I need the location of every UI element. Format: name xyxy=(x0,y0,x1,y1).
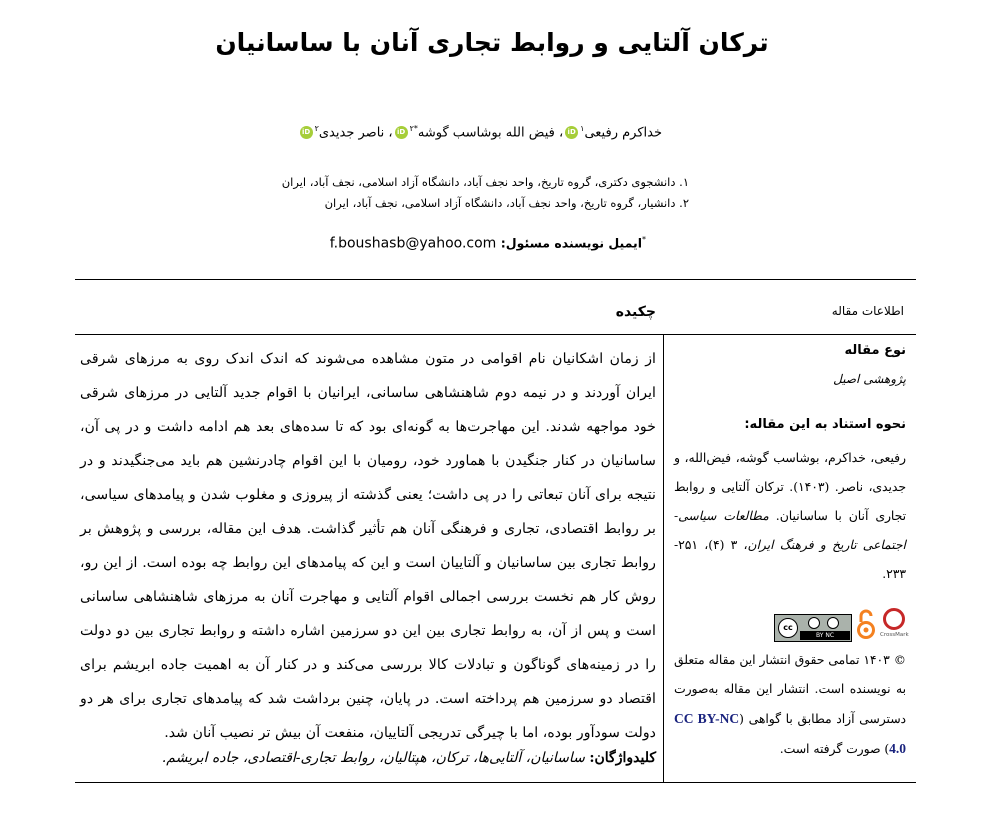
author-name: ناصر جدیدی xyxy=(318,125,385,141)
article-title: ترکان آلتایی و روابط تجاری آنان با ساسانیان xyxy=(215,28,769,57)
orcid-icon[interactable]: iD xyxy=(565,126,578,139)
affiliations xyxy=(282,172,689,214)
crossmark-label: CrossMark xyxy=(880,632,909,638)
author-affil-mark: ۲ xyxy=(314,124,319,133)
license-text-part1: © ۱۴۰۳ تمامی حقوق انتشار این مقاله متعلق به نویسنده است. انتشار این مقاله به‌صورت دسترسی آزاد مطابق با گواهی ( xyxy=(674,653,907,726)
author-name: فیض الله بوشاسب گوشه xyxy=(417,125,555,141)
email-star: * xyxy=(642,235,646,244)
abstract-label: چکیده xyxy=(615,304,656,320)
article-type-value: پژوهشی اصیل xyxy=(833,372,906,386)
license-text xyxy=(674,646,906,764)
author-list xyxy=(298,124,662,140)
article-info-label: اطلاعات مقاله xyxy=(831,304,904,318)
citation-label: نحوه استناد به این مقاله: xyxy=(744,417,906,432)
author-separator: ، xyxy=(554,125,564,141)
citation-part1: رفیعی، خداکرم، بوشاسب گوشه، فیض‌الله، و جدیدی، ناصر. (۱۴۰۳). ترکان آلتایی و روابط تجاری آنان با ساسانیان. xyxy=(674,451,906,523)
orcid-icon[interactable]: iD xyxy=(395,126,408,139)
header-rule xyxy=(75,334,916,335)
cc-icon: cc xyxy=(778,618,798,638)
article-type-label: نوع مقاله xyxy=(844,343,906,358)
author-separator: ، xyxy=(384,125,393,141)
citation-text xyxy=(674,444,906,589)
by-person-icon xyxy=(808,617,820,629)
bottom-rule xyxy=(75,782,916,783)
column-divider xyxy=(663,335,664,782)
orcid-icon[interactable]: iD xyxy=(300,126,313,139)
keywords-label: کلیدواژگان: xyxy=(589,750,656,766)
keywords-text: ساسانیان، آلتایی‌ها، ترکان، هپتالیان، روابط تجاری-اقتصادی، جاده ابریشم. xyxy=(161,750,585,766)
crossmark-icon[interactable] xyxy=(880,608,908,642)
nc-dollar-icon xyxy=(827,617,839,629)
citation-journal: مطالعات سیاسی-اجتماعی تاریخ و فرهنگ ایران xyxy=(674,509,906,552)
top-rule xyxy=(75,279,916,280)
crossmark-circle-icon xyxy=(883,608,905,630)
email-label: ایمیل نویسنده مسئول: xyxy=(500,235,642,251)
author-name: خداکرم رفیعی xyxy=(584,125,662,141)
author-affil-mark: ۱ xyxy=(580,124,585,133)
cc-by-nc-badge-icon[interactable] xyxy=(774,614,852,642)
author-affil-mark: *۲ xyxy=(409,124,418,133)
open-access-icon[interactable] xyxy=(856,608,876,640)
email-address[interactable]: f.boushasb@yahoo.com xyxy=(329,235,497,252)
keywords xyxy=(162,750,656,766)
license-link[interactable]: CC BY-NC 4.0 xyxy=(674,711,906,756)
corresponding-email xyxy=(330,235,646,252)
affiliation-line: ۱. دانشجوی دکتری، گروه تاریخ، واحد نجف آباد، دانشگاه آزاد اسلامی، نجف آباد، ایران xyxy=(281,175,689,189)
license-text-part2: ) صورت گرفته است. xyxy=(779,742,890,756)
license-badges xyxy=(774,608,908,644)
citation-part2: ، ۳ (۴)، ۲۵۱- ۲۳۳. xyxy=(674,538,906,581)
abstract-text: از زمان اشکانیان نام اقوامی در متون مشاهده می‌شوند که اندک اندک روی به مرزهای شرقی ایران آوردند و در نیمه دوم شاهنشاهی ساسانی، ایرانیان با اقوام جدید آلتایی در مرزهای شرقی خود مواجهه شدند. این مهاجرت‌ها به گونه‌ای بود که تا سده‌های بعد هم ادامه داشت و در پی آن، ساسانیان در کنار جنگیدن با هماورد خود، رومیان با این اقوام چادرنشین هم باید می‌جنگیدند و در نتیجه برای آنان تبعاتی را در پی داشت؛ یعنی گذشته از پیروزی و مغلوب شدن و پیامدهای سیاسی، بر روابط اقتصادی، تجاری و فرهنگی آنان هم تأثیر گذاشت. هدف این مقاله، بررسی و پژوهش بر روابط تجاری بین ساسانیان و آلتاییان است و این که پیامدهای این روابط چه بوده است. از این رو، روش کار هم نخست بررسی اجمالی اقوام آلتایی و مهاجرت آنان به مرزهای شاهنشاهی ساسانی است و پس از آن، به روابط تجاری بین این دو سرزمین اشاره داشته و روابط تجاری بین دو دولت را در زمینه‌های گوناگون و تبادلات کالا بررسی می‌کند و در کنار آن به اهمیت جاده ابریشم برای اقتصاد دو سرزمین هم پرداخته است. در پایان، چنین برداشت شد که پیامدهای تجاری برای هر دو دولت سودآور بوده، اما با چیرگی تدریجی آلتاییان، منفعت آن بیش تر نصیب آنان شد. xyxy=(80,351,656,741)
affiliation-line: ۲. دانشیار، گروه تاریخ، واحد نجف آباد، دانشگاه آزاد اسلامی، نجف آباد، ایران xyxy=(324,196,689,210)
cc-bar-text: BY NC xyxy=(800,631,850,640)
